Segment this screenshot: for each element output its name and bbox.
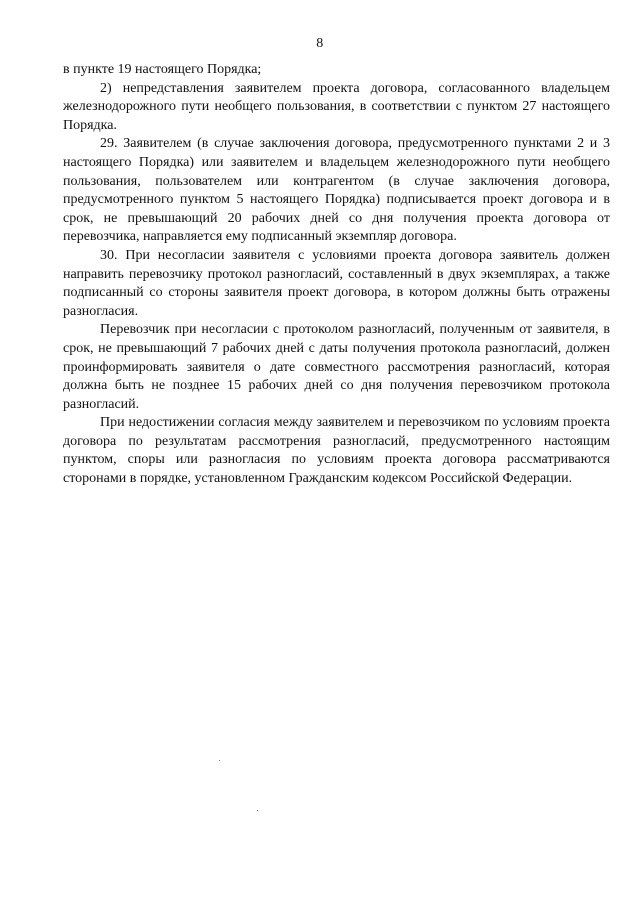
paragraph-continuation: в пункте 19 настоящего Порядка;: [63, 62, 262, 77]
paragraph-clause-30: 30. При несогласии заявителя с условиями проекта договора заявитель должен направить перевозчику протокол разногласий, составленный в двух экземплярах, а также подписанный со стороны заявителя проект договора, в котором должны быть отражены разногласия.: [63, 247, 610, 319]
paragraph-carrier-disagreement: Перевозчик при несогласии с протоколом разногласий, полученным от заявителя, в срок, не превышающий 7 рабочих дней с даты получения протокола разногласий, должен проинформировать заявителя о дате совместного рассмотрения разногласий, которая должна быть не позднее 15 рабочих дней со дня получения перевозчиком протокола разногласий.: [63, 322, 610, 412]
paragraph-clause-29: 29. Заявителем (в случае заключения договора, предусмотренного пунктами 2 и 3 настоящего Порядка) или заявителем и владельцем железнодорожного пути необщего пользования, пользователем или контрагентом (в случае заключения договора, предусмотренного пунктом 5 настоящего Порядка) подписывается проект договора и в срок, не превышающий 20 рабочих дней со дня получения проекта договора от перевозчика, направляется ему подписанный экземпляр договора.: [63, 136, 610, 245]
paragraph-item-2: 2) непредставления заявителем проекта договора, согласованного владельцем железнодорожного пути необщего пользования, в соответствии с пунктом 27 настоящего Порядка.: [63, 80, 610, 133]
scan-speck: [257, 810, 258, 811]
scan-speck: [219, 760, 220, 761]
paragraph-no-agreement: При недостижении согласия между заявителем и перевозчиком по условиям проекта договора по результатам рассмотрения разногласий, предусмотренного настоящим пунктом, споры или разногласия по условиям проекта договора рассматриваются сторонами в порядке, установленном Гражданским кодексом Российской Федерации.: [63, 415, 610, 487]
document-body: [63, 61, 610, 489]
page-number: 8: [316, 36, 324, 51]
